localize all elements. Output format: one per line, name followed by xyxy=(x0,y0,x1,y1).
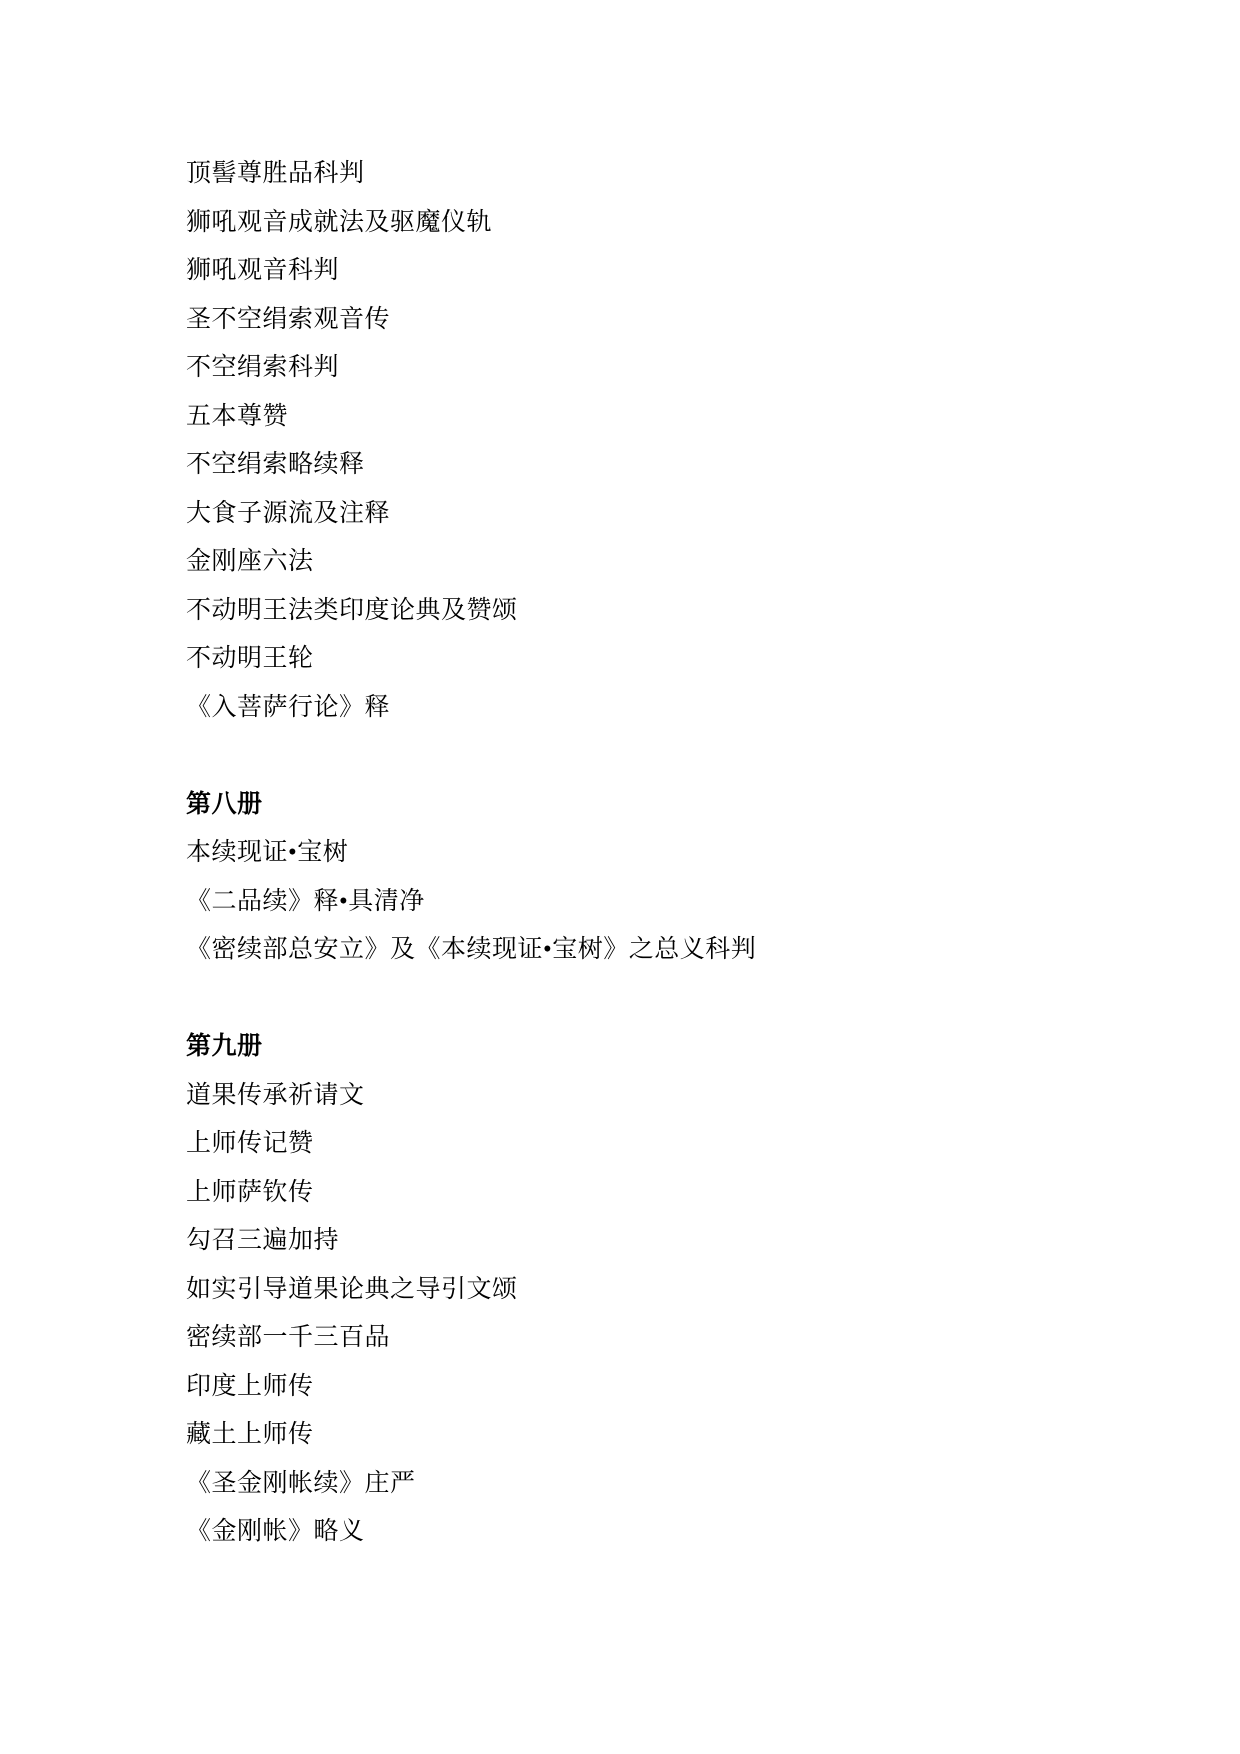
toc-item: 《二品续》释•具清净 xyxy=(186,887,425,915)
volume-8-header: 第八册 xyxy=(186,790,263,818)
toc-item: 顶髻尊胜品科判 xyxy=(186,160,365,187)
toc-item: 印度上师传 xyxy=(186,1372,314,1400)
toc-item: 不动明王轮 xyxy=(186,645,314,672)
toc-item: 密续部一千三百品 xyxy=(186,1324,391,1351)
blank-line xyxy=(186,975,1090,1024)
toc-item: 藏土上师传 xyxy=(186,1421,314,1448)
toc-item: 不空绢索略续释 xyxy=(186,451,365,478)
toc-content xyxy=(186,150,1090,1557)
toc-item: 《密续部总安立》及《本续现证•宝树》之总义科判 xyxy=(186,936,757,963)
toc-item: 狮吼观音科判 xyxy=(186,257,340,284)
toc-item: 上师传记赞 xyxy=(186,1130,314,1157)
toc-item: 《圣金刚帐续》庄严 xyxy=(186,1469,416,1497)
toc-item: 上师萨钦传 xyxy=(186,1178,314,1206)
toc-item: 狮吼观音成就法及驱魔仪轨 xyxy=(186,208,493,236)
toc-item: 如实引导道果论典之导引文颂 xyxy=(186,1275,518,1303)
toc-item: 不动明王法类印度论典及赞颂 xyxy=(186,596,518,624)
toc-item: 勾召三遍加持 xyxy=(186,1227,340,1254)
toc-item: 圣不空绢索观音传 xyxy=(186,305,391,333)
toc-item: 本续现证•宝树 xyxy=(186,839,349,866)
toc-item: 《入菩萨行论》释 xyxy=(186,693,391,721)
toc-item: 不空绢索科判 xyxy=(186,354,340,381)
toc-item: 大食子源流及注释 xyxy=(186,499,391,527)
toc-item: 金刚座六法 xyxy=(186,548,314,575)
volume-9-header: 第九册 xyxy=(186,1033,263,1060)
toc-item: 道果传承祈请文 xyxy=(186,1081,365,1109)
blank-line xyxy=(186,732,1090,781)
toc-item: 五本尊赞 xyxy=(186,402,289,430)
toc-item: 《金刚帐》略义 xyxy=(186,1518,365,1545)
